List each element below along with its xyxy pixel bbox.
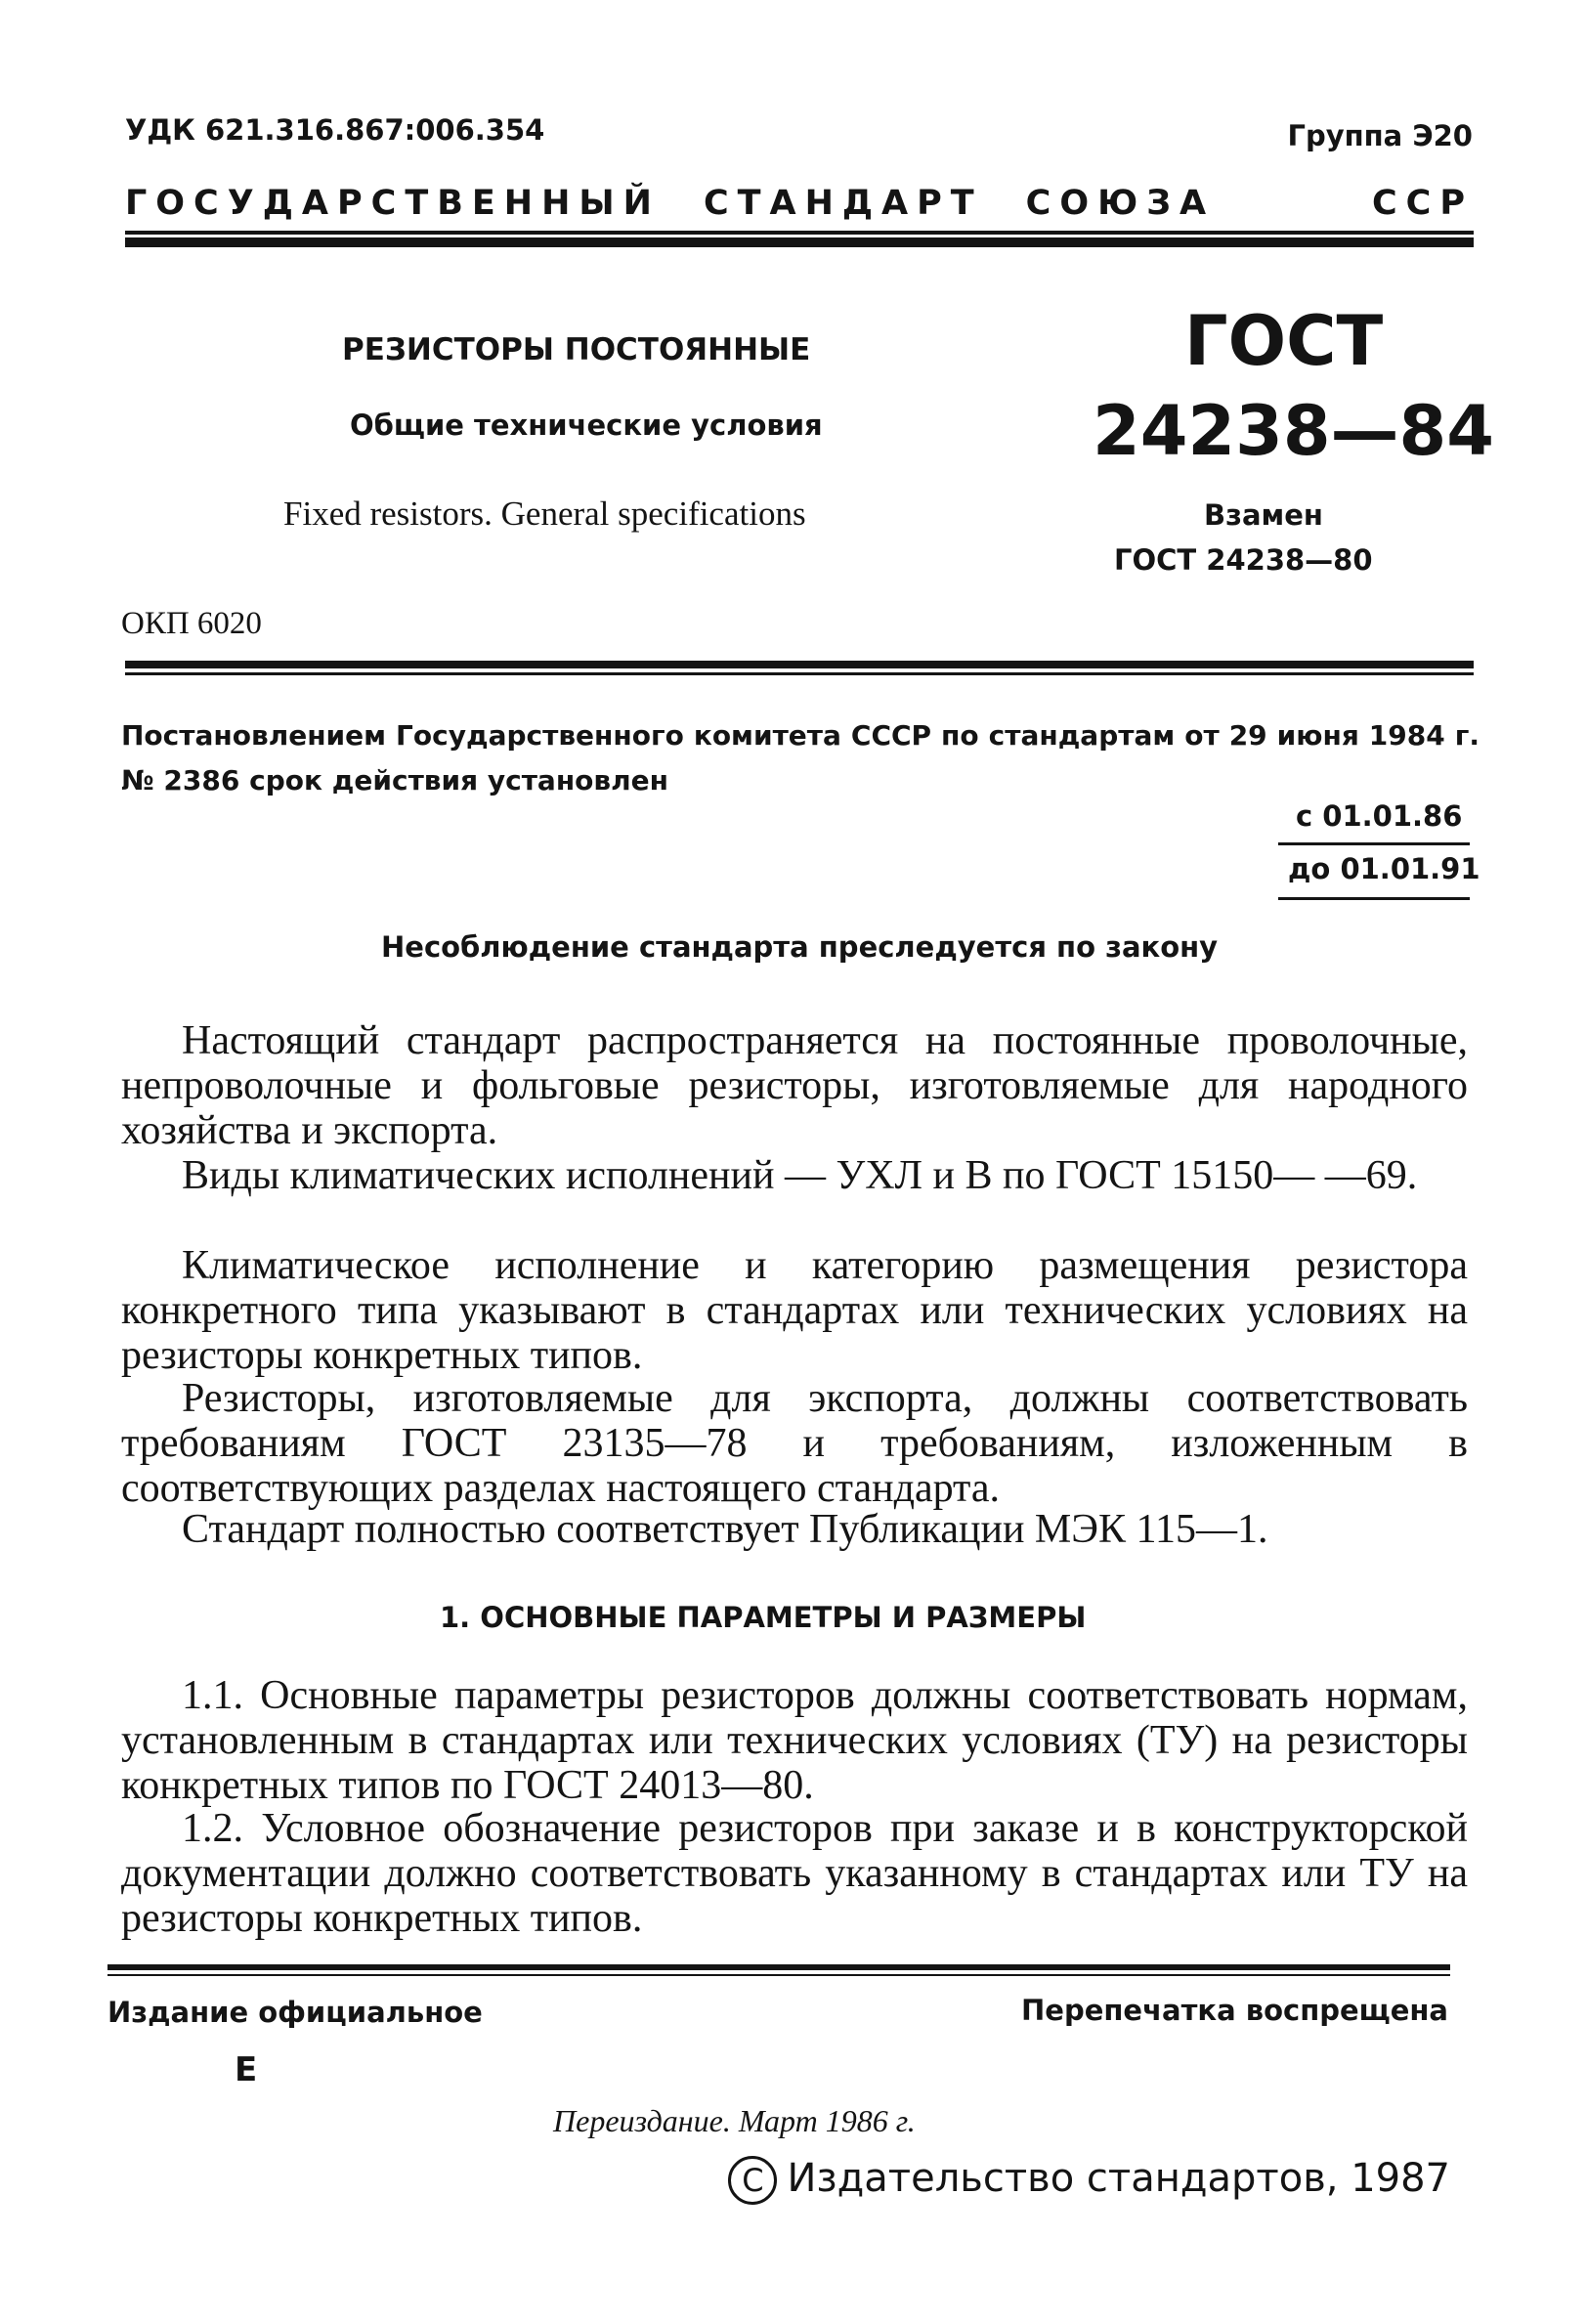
- export-paragraph: Резисторы, изготовляемые для экспорта, должны соответствовать требованиям ГОСТ 23135—78 и требованиям, изложенным в соответствующих разделах настоящего стандарта.: [121, 1376, 1468, 1511]
- validity-date-rule-top: [1278, 842, 1470, 845]
- clause-1-2: 1.2. Условное обозначение резисторов при заказе и в конструкторской документации должно соответствовать указанному в стандартах или ТУ на резисторы конкретных типов.: [121, 1806, 1468, 1941]
- title-rule-thin: [125, 672, 1474, 675]
- banner-word-union: СОЮЗА: [1025, 184, 1216, 223]
- document-subtitle: Общие технические условия: [350, 409, 823, 442]
- publisher-line: [728, 2156, 1450, 2205]
- document-title-english: Fixed resistors. General specifications: [283, 495, 806, 533]
- edition-letter: Е: [235, 2050, 258, 2089]
- climate-category-paragraph: Климатическое исполнение и категорию размещения резистора конкретного типа указывают в стандартах или технических условиях на резисторы конкретных типов.: [121, 1243, 1468, 1378]
- banner-word-ussr: ССР: [1371, 184, 1474, 223]
- replaced-standard: ГОСТ 24238—80: [1114, 543, 1373, 577]
- official-edition-label: Издание официальное: [107, 1996, 483, 2029]
- footer-rule-thick: [107, 1964, 1450, 1970]
- footer-rule-thin: [107, 1974, 1450, 1976]
- okp-code: ОКП 6020: [121, 606, 262, 641]
- iec-paragraph: Стандарт полностью соответствует Публикации МЭК 115—1.: [182, 1507, 1268, 1552]
- group-code: Группа Э20: [1287, 119, 1473, 152]
- header-rule-thin: [125, 231, 1474, 235]
- title-rule-thick: [125, 661, 1474, 668]
- publisher-name: Издательство стандартов, 1987: [787, 2156, 1450, 2201]
- reissue-note: Переиздание. Март 1986 г.: [553, 2103, 916, 2138]
- section-heading: 1. ОСНОВНЫЕ ПАРАМЕТРЫ И РАЗМЕРЫ: [440, 1601, 1087, 1634]
- banner-word-state: ГОСУДАРСТВЕННЫЙ: [125, 184, 661, 223]
- header-rule-thick: [125, 237, 1474, 247]
- validity-date-from: с 01.01.86: [1296, 799, 1463, 833]
- document-title: РЕЗИСТОРЫ ПОСТОЯННЫЕ: [342, 332, 811, 367]
- climate-paragraph: Виды климатических исполнений — УХЛ и В по ГОСТ 15150— —69.: [182, 1153, 1418, 1198]
- state-standard-banner: [125, 184, 1474, 223]
- gost-number: 24238—84: [1093, 391, 1494, 471]
- validity-date-rule-bottom: [1278, 897, 1470, 900]
- banner-word-standard: СТАНДАРТ: [703, 184, 983, 223]
- replaces-label: Взамен: [1204, 498, 1323, 532]
- udk-code: УДК 621.316.867:006.354: [125, 113, 545, 147]
- clause-1-1: 1.1. Основные параметры резисторов должны соответствовать нормам, установленным в стандартах или технических условиях (ТУ) на резисторы конкретных типов по ГОСТ 24013—80.: [121, 1673, 1468, 1808]
- reprint-ban-label: Перепечатка воспрещена: [1021, 1994, 1448, 2027]
- validity-date-to: до 01.01.91: [1288, 852, 1480, 885]
- gost-label: ГОСТ: [1184, 301, 1384, 381]
- scope-paragraph: Настоящий стандарт распространяется на постоянные проволочные, непроволочные и фольговые резисторы, изготовляемые для народного хозяйства и экспорта.: [121, 1018, 1468, 1153]
- legal-warning: Несоблюдение стандарта преследуется по закону: [381, 930, 1219, 964]
- copyright-icon: C: [728, 2156, 777, 2205]
- decree-text: Постановлением Государственного комитета СССР по стандартам от 29 июня 1984 г. № 2386 срок действия установлен: [121, 719, 1480, 796]
